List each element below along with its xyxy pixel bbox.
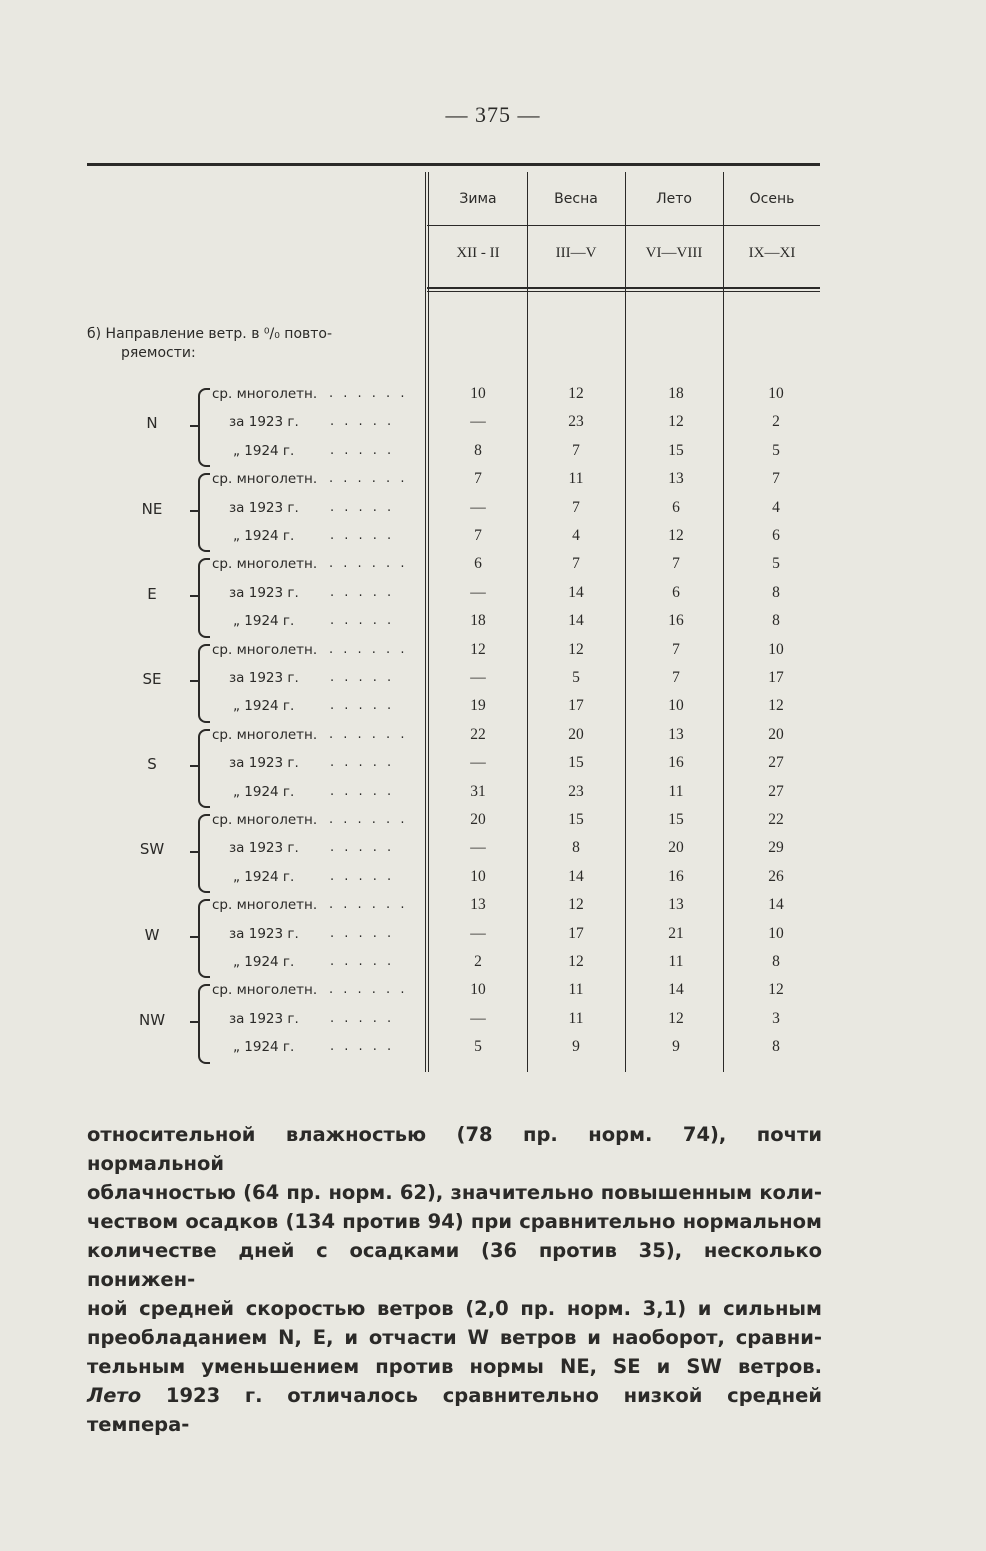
table-cell: 6 bbox=[772, 527, 780, 544]
group-brace-tip bbox=[190, 936, 199, 938]
table-cell: 15 bbox=[668, 811, 684, 828]
table-cell: 12 bbox=[568, 896, 584, 914]
row-label: за 1923 г. bbox=[229, 925, 299, 942]
table-cell: 31 bbox=[470, 782, 486, 800]
leader-dots: . . . . . bbox=[330, 1039, 395, 1055]
row-label: ср. многолетн. bbox=[212, 982, 318, 999]
body-line: тельным уменьшением против нормы NE, SE и SW ветров. bbox=[87, 1355, 822, 1378]
table-cell: 4 bbox=[772, 498, 780, 516]
row-label: ср. многолетн. bbox=[212, 726, 318, 743]
direction-label: E bbox=[147, 584, 157, 603]
leader-dots: . . . . . bbox=[330, 1010, 395, 1026]
season-header-summer: Лето bbox=[656, 191, 692, 207]
table-cell: 4 bbox=[572, 527, 580, 544]
body-paragraph bbox=[87, 1120, 822, 1439]
table-cell: 13 bbox=[668, 896, 684, 914]
table-cell: 12 bbox=[668, 1009, 684, 1027]
season-header-spring: Весна bbox=[554, 191, 598, 207]
table-cell: 20 bbox=[470, 811, 486, 828]
table-cell: 6 bbox=[672, 498, 680, 516]
row-label: ср. многолетн. bbox=[212, 386, 318, 402]
group-brace bbox=[198, 729, 210, 808]
table-cell: — bbox=[470, 1009, 486, 1027]
row-label: ср. многолетн. bbox=[212, 897, 318, 914]
leader-dots: . . . . . . bbox=[329, 982, 408, 998]
row-label: „ 1924 г. bbox=[233, 783, 295, 800]
group-brace-tip bbox=[190, 510, 199, 512]
leader-dots: . . . . . bbox=[330, 698, 395, 714]
table-cell: 8 bbox=[772, 1038, 780, 1056]
leader-dots: . . . . . bbox=[330, 442, 395, 458]
direction-label: SW bbox=[139, 840, 165, 859]
table-cell: 12 bbox=[768, 981, 784, 999]
table-cell: 16 bbox=[668, 612, 684, 630]
table-cell: 14 bbox=[568, 612, 584, 630]
table-cell: — bbox=[470, 924, 486, 942]
table-cell: 5 bbox=[572, 669, 580, 686]
table-cell: 10 bbox=[470, 867, 486, 885]
table-cell: 12 bbox=[568, 385, 584, 402]
table-cell: 16 bbox=[668, 867, 684, 885]
table-cell: 8 bbox=[572, 839, 580, 857]
row-label: „ 1924 г. bbox=[233, 868, 295, 885]
table-cell: 8 bbox=[474, 441, 482, 459]
section-title bbox=[87, 325, 422, 363]
table-cell: 21 bbox=[668, 924, 684, 942]
col-divider-4 bbox=[723, 172, 724, 1072]
table-cell: 14 bbox=[768, 896, 784, 914]
table-cell: 2 bbox=[474, 953, 482, 970]
table-cell: 14 bbox=[568, 867, 584, 885]
table-cell: 6 bbox=[672, 583, 680, 601]
months-header-summer: VI—VIII bbox=[645, 245, 703, 261]
table-cell: 3 bbox=[772, 1009, 780, 1027]
group-brace-tip bbox=[190, 680, 199, 682]
table-cell: 20 bbox=[668, 839, 684, 857]
table-cell: 15 bbox=[668, 441, 684, 459]
leader-dots: . . . . . bbox=[330, 499, 395, 515]
table-cell: 23 bbox=[568, 413, 584, 431]
section-title-line2: ряемости: bbox=[121, 345, 196, 361]
table-cell: 19 bbox=[470, 697, 486, 715]
table-cell: 20 bbox=[768, 725, 784, 743]
table-cell: 15 bbox=[568, 811, 584, 828]
body-line: относительной влажностью (78 пр. норм. 74), почти нормальной bbox=[87, 1123, 822, 1175]
row-label: „ 1924 г. bbox=[233, 613, 295, 630]
leader-dots: . . . . . bbox=[330, 528, 395, 543]
table-cell: 13 bbox=[470, 896, 486, 914]
leader-dots: . . . . . . bbox=[329, 726, 408, 742]
row-label: ср. многолетн. bbox=[212, 556, 318, 573]
table-cell: 14 bbox=[668, 981, 684, 999]
table-cell: 26 bbox=[768, 867, 784, 885]
table-cell: 7 bbox=[672, 669, 680, 686]
row-label: за 1923 г. bbox=[229, 755, 299, 772]
table-cell: 7 bbox=[672, 555, 680, 573]
row-label: „ 1924 г. bbox=[233, 698, 295, 715]
summer-italic-word: Лето bbox=[87, 1384, 142, 1407]
table-cell: — bbox=[470, 839, 486, 857]
body-line: облачностью (64 пр. норм. 62), значительно повышенным коли- bbox=[87, 1181, 822, 1204]
table-cell: 10 bbox=[768, 640, 784, 658]
table-top-rule bbox=[87, 163, 820, 166]
table-cell: 12 bbox=[768, 697, 784, 715]
months-header-spring: III—V bbox=[555, 245, 597, 261]
row-label: ср. многолетн. bbox=[212, 641, 318, 658]
leader-dots: . . . . . bbox=[330, 414, 395, 430]
table-cell: 5 bbox=[772, 555, 780, 573]
table-cell: 7 bbox=[572, 441, 580, 459]
table-cell: 22 bbox=[470, 725, 486, 743]
row-label: „ 1924 г. bbox=[233, 1039, 295, 1056]
leader-dots: . . . . . . bbox=[329, 641, 408, 657]
table-cell: 12 bbox=[568, 953, 584, 970]
direction-label: NW bbox=[138, 1010, 166, 1029]
row-label: „ 1924 г. bbox=[233, 442, 295, 459]
leader-dots: . . . . . bbox=[330, 755, 395, 771]
leader-dots: . . . . . . bbox=[329, 897, 408, 913]
group-brace-tip bbox=[190, 765, 199, 767]
months-header-autumn: IX—XI bbox=[748, 245, 796, 261]
page-number: — 375 — bbox=[445, 102, 541, 127]
row-label: ср. многолетн. bbox=[212, 812, 318, 828]
table-header-bottom-rule-2 bbox=[427, 291, 820, 292]
group-brace bbox=[198, 984, 210, 1063]
group-brace bbox=[198, 644, 210, 723]
table-cell: 10 bbox=[668, 697, 684, 715]
leader-dots: . . . . . bbox=[330, 670, 395, 685]
leader-dots: . . . . . bbox=[330, 584, 395, 600]
table-cell: 12 bbox=[668, 527, 684, 544]
body-line-last bbox=[87, 1381, 822, 1439]
table-cell: 17 bbox=[768, 669, 784, 686]
table-cell: 11 bbox=[568, 981, 584, 999]
row-label: ср. многолетн. bbox=[212, 471, 318, 488]
group-brace bbox=[198, 814, 210, 893]
body-line: преобладанием N, E, и отчасти W ветров и наоборот, сравни- bbox=[87, 1326, 822, 1349]
leader-dots: . . . . . . bbox=[329, 556, 408, 572]
table-cell: 17 bbox=[568, 924, 584, 942]
group-brace bbox=[198, 899, 210, 978]
leader-dots: . . . . . . bbox=[329, 471, 408, 487]
leader-dots: . . . . . bbox=[330, 783, 395, 799]
table-cell: 12 bbox=[668, 413, 684, 431]
leader-dots: . . . . . . bbox=[329, 812, 408, 827]
table-cell: 10 bbox=[470, 385, 486, 402]
table-cell: 5 bbox=[772, 441, 780, 459]
group-brace-tip bbox=[190, 851, 199, 853]
table-cell: 7 bbox=[572, 498, 580, 516]
table-cell: — bbox=[470, 754, 486, 772]
table-cell: 7 bbox=[572, 555, 580, 573]
body-line: ной средней скоростью ветров (2,0 пр. норм. 3,1) и сильным bbox=[87, 1297, 822, 1320]
table-cell: 9 bbox=[672, 1038, 680, 1056]
leader-dots: . . . . . bbox=[330, 925, 395, 941]
row-label: за 1923 г. bbox=[229, 414, 299, 431]
table-cell: 10 bbox=[768, 385, 784, 402]
table-cell: 5 bbox=[474, 1038, 482, 1056]
table-cell: 7 bbox=[772, 470, 780, 488]
table-cell: 11 bbox=[568, 470, 584, 488]
table-cell: 6 bbox=[474, 555, 482, 573]
col-divider-1 bbox=[425, 172, 426, 1072]
row-label: за 1923 г. bbox=[229, 670, 299, 686]
direction-label: SE bbox=[142, 670, 162, 688]
table-cell: 10 bbox=[768, 924, 784, 942]
body-line: количестве дней с осадками (36 против 35), несколько понижен- bbox=[87, 1239, 822, 1291]
direction-label: W bbox=[144, 925, 160, 944]
direction-label: NE bbox=[141, 499, 163, 518]
table-cell: — bbox=[470, 583, 486, 601]
leader-dots: . . . . . bbox=[330, 613, 395, 629]
table-cell: 12 bbox=[568, 640, 584, 658]
table-header-bottom-rule bbox=[427, 287, 820, 289]
table-cell: 16 bbox=[668, 754, 684, 772]
leader-dots: . . . . . bbox=[330, 868, 395, 884]
group-brace bbox=[198, 388, 210, 467]
table-cell: 11 bbox=[668, 782, 684, 800]
table-cell: 7 bbox=[474, 527, 482, 544]
table-cell: 20 bbox=[568, 725, 584, 743]
body-line-last-rest: 1923 г. отличалось сравнительно низкой средней темпера- bbox=[87, 1384, 822, 1436]
table-cell: — bbox=[470, 413, 486, 431]
table-cell: 14 bbox=[568, 583, 584, 601]
table-cell: 13 bbox=[668, 470, 684, 488]
table-cell: 7 bbox=[672, 640, 680, 658]
table-cell: 13 bbox=[668, 725, 684, 743]
group-brace-tip bbox=[190, 1021, 199, 1023]
table-cell: 7 bbox=[474, 470, 482, 488]
table-cell: — bbox=[470, 498, 486, 516]
season-header-autumn: Осень bbox=[749, 191, 795, 207]
table-cell: 22 bbox=[768, 811, 784, 828]
group-brace bbox=[198, 558, 210, 637]
table-cell: 11 bbox=[668, 953, 684, 970]
table-cell: 23 bbox=[568, 782, 584, 800]
row-label: за 1923 г. bbox=[229, 499, 299, 516]
season-header-winter: Зима bbox=[459, 191, 497, 207]
table-cell: 8 bbox=[772, 612, 780, 630]
body-line: чеством осадков (134 против 94) при сравнительно нормальном bbox=[87, 1210, 822, 1233]
table-cell: 18 bbox=[668, 385, 684, 402]
table-cell: 8 bbox=[772, 583, 780, 601]
row-label: „ 1924 г. bbox=[233, 954, 295, 970]
group-brace-tip bbox=[190, 425, 199, 427]
table-cell: 27 bbox=[768, 782, 784, 800]
table-cell: 27 bbox=[768, 754, 784, 772]
table-header-rule bbox=[427, 225, 820, 226]
direction-label: S bbox=[147, 755, 157, 774]
table-cell: 17 bbox=[568, 697, 584, 715]
group-brace-tip bbox=[190, 595, 199, 597]
row-label: за 1923 г. bbox=[229, 1010, 299, 1027]
months-header-winter: XII - II bbox=[456, 245, 500, 261]
table-cell: 8 bbox=[772, 953, 780, 970]
col-divider-3 bbox=[625, 172, 626, 1072]
table-cell: 15 bbox=[568, 754, 584, 772]
table-cell: 2 bbox=[772, 413, 780, 431]
group-brace bbox=[198, 473, 210, 552]
col-divider-1b bbox=[428, 172, 429, 1072]
leader-dots: . . . . . . bbox=[329, 386, 408, 401]
table-cell: 11 bbox=[568, 1009, 584, 1027]
table-cell: 18 bbox=[470, 612, 486, 630]
table-cell: 9 bbox=[572, 1038, 580, 1056]
direction-label: N bbox=[146, 414, 158, 433]
leader-dots: . . . . . bbox=[330, 840, 395, 856]
table-cell: 10 bbox=[470, 981, 486, 999]
row-label: за 1923 г. bbox=[229, 840, 299, 857]
leader-dots: . . . . . bbox=[330, 954, 395, 969]
table-cell: 29 bbox=[768, 839, 784, 857]
section-title-line1: б) Направление ветр. в ⁰/₀ повто- bbox=[87, 326, 333, 342]
row-label: „ 1924 г. bbox=[233, 528, 295, 544]
col-divider-2 bbox=[527, 172, 528, 1072]
table-cell: — bbox=[470, 669, 486, 686]
table-cell: 12 bbox=[470, 640, 486, 658]
row-label: за 1923 г. bbox=[229, 584, 299, 601]
